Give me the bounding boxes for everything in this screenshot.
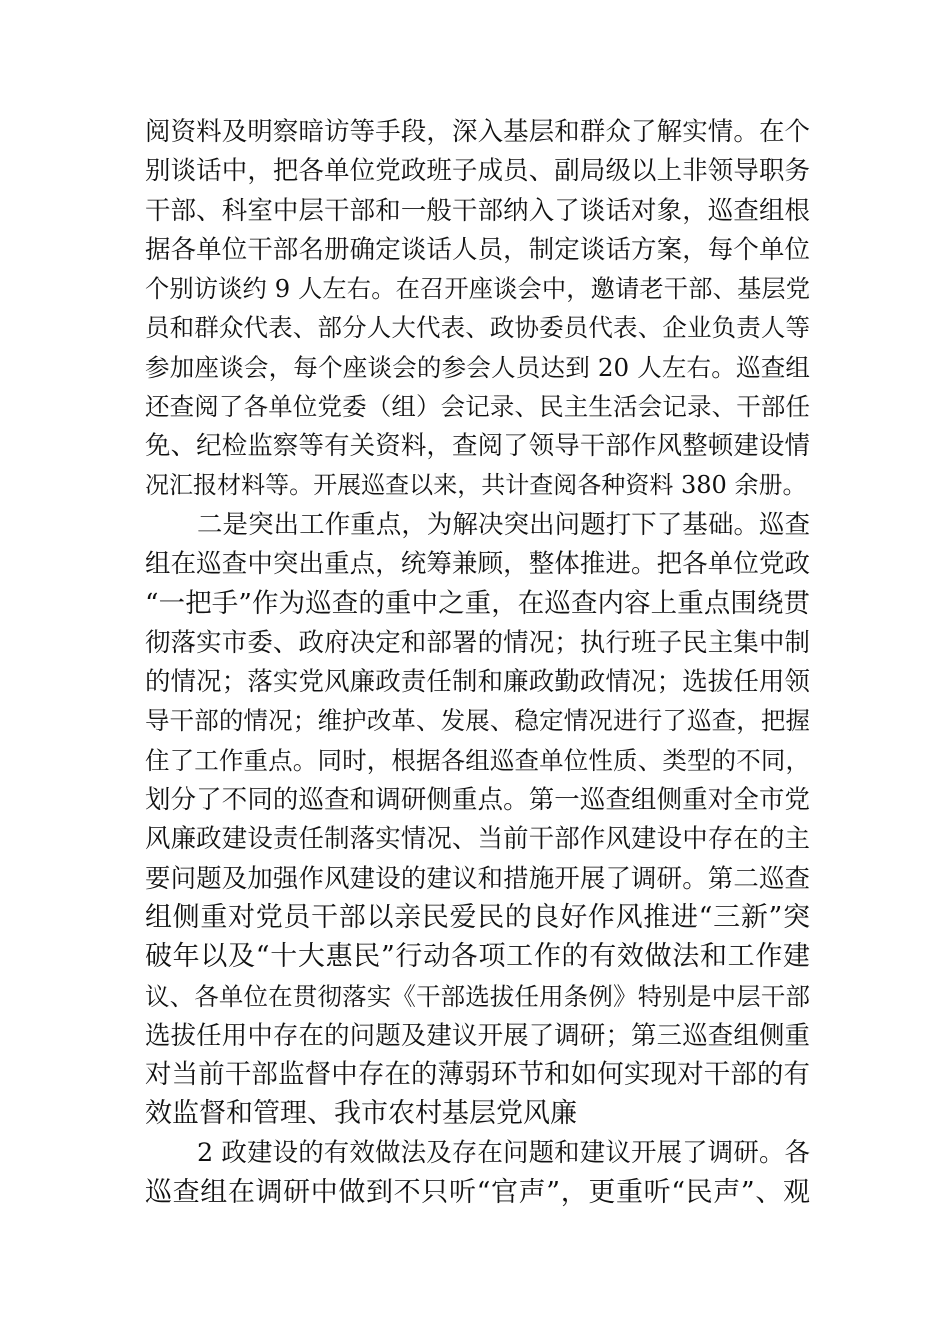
text-line: 个别访谈约 9 人左右。在召开座谈会中，邀请老干部、基层党 — [145, 274, 810, 304]
text-line: 免、纪检监察等有关资料，查阅了领导干部作风整顿建设情 — [145, 430, 810, 461]
text-line: 据各单位干部名册确定谈话人员，制定谈话方案，每个单位 — [145, 233, 810, 264]
text-line: 阅资料及明察暗访等手段，深入基层和群众了解实情。在个 — [145, 116, 810, 146]
text-line: 组在巡查中突出重点，统筹兼顾，整体推进。把各单位党政 — [145, 548, 810, 579]
text-line: 还查阅了各单位党委（组）会记录、民主生活会记录、干部任 — [145, 392, 810, 422]
text-line: 要问题及加强作风建设的建议和措施开展了调研。第二巡查 — [145, 862, 810, 893]
text-line: 员和群众代表、部分人大代表、政协委员代表、企业负责人等 — [145, 313, 810, 343]
text-line: 议、各单位在贯彻落实《干部选拔任用条例》特别是中层干部 — [145, 981, 810, 1011]
text-line: 风廉政建设责任制落实情况、当前干部作风建设中存在的主 — [145, 823, 810, 854]
text-line: 住了工作重点。同时，根据各组巡查单位性质、类型的不同， — [145, 745, 810, 775]
text-line: 效监督和管理、我市农村基层党风廉 — [145, 1098, 577, 1130]
text-line: 参加座谈会，每个座谈会的参会人员达到 20 人左右。巡查组 — [145, 352, 810, 382]
text-line: 的情况；落实党风廉政责任制和廉政勤政情况；选拔任用领 — [145, 666, 810, 697]
text-line: 巡查组在调研中做到不只听“官声”，更重听“民声”、观 — [145, 1177, 810, 1209]
text-line: 导干部的情况；维护改革、发展、稳定情况进行了巡查，把握 — [145, 706, 810, 736]
text-line: “一把手”作为巡查的重中之重，在巡查内容上重点围绕贯 — [145, 587, 810, 619]
text-line: 破年以及“十大惠民”行动各项工作的有效做法和工作建 — [145, 941, 810, 973]
paragraph-start-line: 二是突出工作重点，为解决突出问题打下了基础。巡查 — [197, 508, 810, 539]
text-line: 彻落实市委、政府决定和部署的情况；执行班子民主集中制 — [145, 626, 810, 657]
text-line: 况汇报材料等。开展巡查以来，共计查阅各种资料 380 余册。 — [145, 470, 807, 499]
text-line: 干部、科室中层干部和一般干部纳入了谈话对象，巡查组根 — [145, 194, 810, 225]
text-line: 别谈话中，把各单位党政班子成员、副局级以上非领导职务 — [145, 155, 810, 186]
text-line: 对当前干部监督中存在的薄弱环节和如何实现对干部的有 — [145, 1059, 810, 1091]
text-line: 选拔任用中存在的问题及建议开展了调研；第三巡查组侧重 — [145, 1019, 810, 1050]
text-line: 组侧重对党员干部以亲民爱民的良好作风推进“三新”突 — [145, 901, 810, 933]
body-text — [145, 112, 810, 1212]
paragraph-start-line: 2 政建设的有效做法及存在问题和建议开展了调研。各 — [197, 1137, 810, 1168]
text-line: 划分了不同的巡查和调研侧重点。第一巡查组侧重对全市党 — [145, 784, 810, 815]
